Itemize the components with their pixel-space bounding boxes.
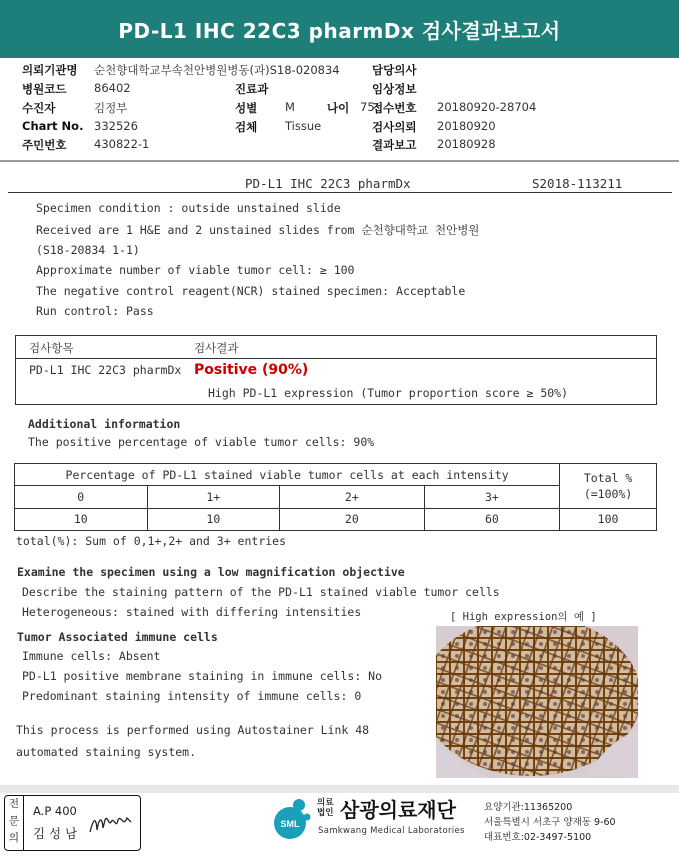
footer-band xyxy=(0,785,679,793)
intensity-col-1plus: 1+ xyxy=(147,486,280,508)
intensity-col-2plus: 2+ xyxy=(280,486,425,508)
signature-icon xyxy=(87,810,135,840)
stamp-role-char-2: 문 xyxy=(8,815,20,827)
chart-value: 332526 xyxy=(94,119,138,133)
additional-title: Additional information xyxy=(28,417,181,431)
receipt-value: 20180920-28704 xyxy=(437,100,537,114)
ihc-micrograph-svg xyxy=(436,626,638,778)
examine-line-1: Describe the staining pattern of the PD-L1 stained viable tumor cells xyxy=(22,585,500,599)
specimen-value: Tissue xyxy=(285,119,322,133)
care-number: 요양기관:11365200 xyxy=(484,802,573,813)
result-detail: High PD-L1 expression (Tumor proportion score ≥ 50%) xyxy=(208,386,569,400)
patient-label: 수진자 xyxy=(22,101,56,115)
specimen-label: 검체 xyxy=(235,120,258,134)
chart-label: Chart No. xyxy=(22,119,84,133)
org-legal-type xyxy=(317,798,333,818)
stamp-role-char-3: 의 xyxy=(8,832,20,844)
table-note: total(%): Sum of 0,1+,2+ and 3+ entries xyxy=(16,534,287,548)
patient-info xyxy=(22,62,662,152)
examine-title: Examine the specimen using a low magnification objective xyxy=(17,565,405,579)
process-line-2: automated staining system. xyxy=(16,745,197,759)
viable-cell-line: Approximate number of viable tumor cell: ≥ 100 xyxy=(36,263,355,277)
process-line-1: This process is performed using Autostainer Link 48 xyxy=(16,723,370,737)
sml-logo-icon xyxy=(268,796,314,846)
intensity-val-0: 10 xyxy=(15,508,148,530)
total-header xyxy=(560,464,657,509)
ncr-line: The negative control reagent(NCR) stained specimen: Acceptable xyxy=(36,284,466,298)
sex-label: 성별 xyxy=(235,101,258,115)
result-box-divider xyxy=(16,358,656,359)
result-box xyxy=(15,335,657,405)
sex-value: M xyxy=(285,100,295,114)
id-label: 주민번호 xyxy=(22,138,67,152)
patient-value: 김정부 xyxy=(94,101,128,115)
intensity-val-2plus: 20 xyxy=(280,508,425,530)
doctor-label: 담당의사 xyxy=(372,63,417,77)
logo-text: SML xyxy=(280,819,300,829)
divider xyxy=(0,160,679,162)
org-small-1: 의료 xyxy=(317,798,334,808)
physician-stamp xyxy=(4,795,141,851)
immune-line-1: Immune cells: Absent xyxy=(22,649,161,663)
age-label: 나이 xyxy=(327,101,350,115)
code-label: 병원코드 xyxy=(22,82,67,96)
org-name: 삼광의료재단 xyxy=(340,798,456,822)
ihc-micrograph xyxy=(436,626,638,778)
examine-line-2: Heterogeneous: stained with differing intensities xyxy=(22,605,362,619)
physician-license: A.P 400 xyxy=(33,804,77,818)
intensity-val-3plus: 60 xyxy=(424,508,560,530)
org-english: Samkwang Medical Laboratories xyxy=(318,826,465,836)
case-number: S2018-113211 xyxy=(532,176,623,191)
org-small-2: 법인 xyxy=(317,808,334,818)
id-value: 430822-1 xyxy=(94,137,150,151)
intensity-col-0: 0 xyxy=(15,486,148,508)
physician-name: 김 성 남 xyxy=(33,826,78,841)
code-value: 86402 xyxy=(94,81,131,95)
institution-value: 순천향대학교부속천안병원병동(과)S18-020834 xyxy=(94,63,340,77)
request-label: 검사의뢰 xyxy=(372,120,417,134)
intensity-col-3plus: 3+ xyxy=(424,486,560,508)
immune-line-2: PD-L1 positive membrane staining in immune cells: No xyxy=(22,669,383,683)
report-date-value: 20180928 xyxy=(437,137,496,151)
org-phone: 대표번호:02-3497-5100 xyxy=(484,832,592,843)
report-date-label: 결과보고 xyxy=(372,138,417,152)
immune-title: Tumor Associated immune cells xyxy=(17,630,218,644)
clinical-label: 임상정보 xyxy=(372,82,417,96)
report-title: PD-L1 IHC 22C3 pharmDx 검사결과보고서 xyxy=(0,0,679,58)
org-address: 서울특별시 서초구 양재동 9-60 xyxy=(484,817,616,828)
request-value: 20180920 xyxy=(437,119,496,133)
image-caption: [ High expression의 예 ] xyxy=(450,611,597,623)
receipt-label: 접수번호 xyxy=(372,101,417,115)
item-header: 검사항목 xyxy=(29,341,74,355)
dept-label: 진료과 xyxy=(235,82,269,96)
intensity-table xyxy=(14,463,657,531)
additional-text: The positive percentage of viable tumor cells: 90% xyxy=(28,435,375,449)
received-line: Received are 1 H&E and 2 unstained slides from 순천향대학교 천안병원 xyxy=(36,223,480,237)
run-control-line: Run control: Pass xyxy=(36,304,154,318)
intensity-total: 100 xyxy=(560,508,657,530)
stamp-role xyxy=(5,796,24,850)
immune-line-3: Predominant staining intensity of immune cells: 0 xyxy=(22,689,362,703)
heading-underline xyxy=(8,192,672,193)
intensity-val-1plus: 10 xyxy=(147,508,280,530)
specimen-condition-line: Specimen condition : outside unstained slide xyxy=(36,201,341,215)
stamp-role-char-1: 전 xyxy=(8,798,20,810)
intensity-header: Percentage of PD-L1 stained viable tumor cells at each intensity xyxy=(15,464,560,486)
slide-id-line: (S18-20834 1-1) xyxy=(36,243,140,257)
total-header-line1: Total % xyxy=(583,470,633,485)
result-value: Positive (90%) xyxy=(194,362,309,378)
item-value: PD-L1 IHC 22C3 pharmDx xyxy=(29,363,182,377)
result-header: 검사결과 xyxy=(194,341,239,355)
institution-label: 의뢰기관명 xyxy=(22,63,78,77)
age-value: 75 xyxy=(360,100,375,114)
test-name: PD-L1 IHC 22C3 pharmDx xyxy=(245,176,411,191)
total-header-line2: (=100%) xyxy=(583,486,633,501)
